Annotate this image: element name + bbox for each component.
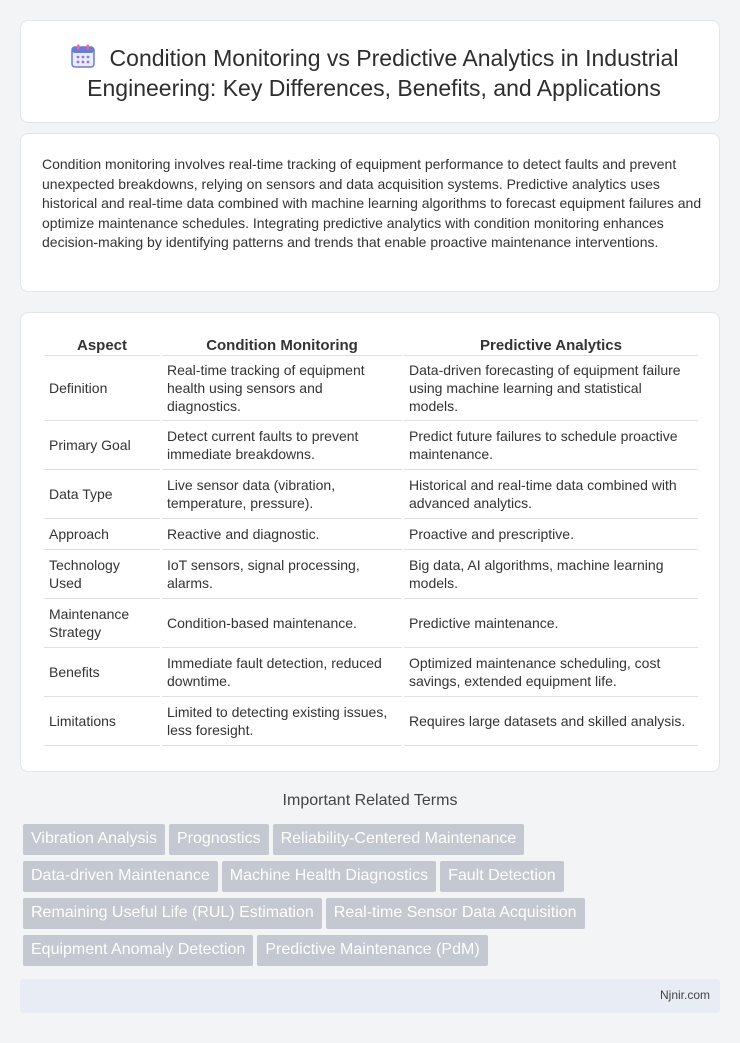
table-row — [44, 648, 698, 697]
tag-vibration-analysis[interactable]: Vibration Analysis — [23, 824, 165, 855]
tag-row — [23, 935, 723, 972]
table-cell: Primary Goal — [44, 421, 160, 470]
calendar-icon — [70, 43, 96, 69]
table-cell: Benefits — [44, 648, 160, 697]
title-wrap — [49, 43, 699, 103]
table-row — [44, 697, 698, 746]
table-row — [44, 356, 698, 421]
related-terms-heading: Important Related Terms — [282, 792, 458, 809]
header-condition-monitoring: Condition Monitoring — [162, 334, 402, 356]
tag-reliability-centered-maintenance[interactable]: Reliability-Centered Maintenance — [273, 824, 525, 855]
table-cell: Optimized maintenance scheduling, cost savings, extended equipment life. — [404, 648, 698, 697]
tag-row — [23, 824, 723, 861]
tag-remaining-useful-life[interactable]: Remaining Useful Life (RUL) Estimation — [23, 898, 322, 929]
table-row — [44, 550, 698, 599]
table-cell: Real-time tracking of equipment health using sensors and diagnostics. — [162, 356, 402, 421]
footer — [20, 979, 720, 1013]
table-row — [44, 421, 698, 470]
tag-prognostics[interactable]: Prognostics — [169, 824, 269, 855]
table-cell: Predictive maintenance. — [404, 599, 698, 648]
table-cell: Historical and real-time data combined with advanced analytics. — [404, 470, 698, 519]
tag-fault-detection[interactable]: Fault Detection — [440, 861, 564, 892]
tag-data-driven-maintenance[interactable]: Data-driven Maintenance — [23, 861, 218, 892]
table-cell: Requires large datasets and skilled analysis. — [404, 697, 698, 746]
table-cell: Immediate fault detection, reduced downtime. — [162, 648, 402, 697]
table-cell: Data Type — [44, 470, 160, 519]
summary-card — [20, 133, 720, 292]
table-cell: Data-driven forecasting of equipment failure using machine learning and statistical models. — [404, 356, 698, 421]
related-terms-tags — [23, 824, 723, 972]
comparison-card — [20, 312, 720, 772]
table-cell: Approach — [44, 519, 160, 550]
table-row — [44, 470, 698, 519]
table-cell: Big data, AI algorithms, machine learning models. — [404, 550, 698, 599]
title-card — [20, 20, 720, 123]
table-header-row — [44, 334, 698, 356]
table-cell: Proactive and prescriptive. — [404, 519, 698, 550]
table-cell: Definition — [44, 356, 160, 421]
comparison-table — [42, 334, 700, 746]
tag-row — [23, 861, 723, 898]
table-row — [44, 519, 698, 550]
table-cell: Reactive and diagnostic. — [162, 519, 402, 550]
tag-predictive-maintenance[interactable]: Predictive Maintenance (PdM) — [257, 935, 487, 966]
tag-machine-health-diagnostics[interactable]: Machine Health Diagnostics — [222, 861, 436, 892]
table-cell: Limited to detecting existing issues, less foresight. — [162, 697, 402, 746]
footer-site-link[interactable]: Njnir.com — [659, 988, 710, 1002]
header-predictive-analytics: Predictive Analytics — [404, 334, 698, 356]
table-cell: Limitations — [44, 697, 160, 746]
table-cell: Predict future failures to schedule proactive maintenance. — [404, 421, 698, 470]
summary-paragraph: Condition monitoring involves real-time tracking of equipment performance to detect faults and prevent unexpected breakdowns, relying on sensors and data acquisition systems. Predictive analytics uses historical and real-time data combined with machine learning algorithms to forecast equipment failures and optimize maintenance schedules. Integrating predictive analytics with condition monitoring enhances decision-making by identifying patterns and trends that enable proactive maintenance interventions. — [42, 156, 702, 251]
header-aspect: Aspect — [44, 334, 160, 356]
table-row — [44, 599, 698, 648]
table-cell: Condition-based maintenance. — [162, 599, 402, 648]
tag-real-time-sensor-data-acquisition[interactable]: Real-time Sensor Data Acquisition — [326, 898, 585, 929]
table-cell: Live sensor data (vibration, temperature, pressure). — [162, 470, 402, 519]
page-title: Condition Monitoring vs Predictive Analytics in Industrial Engineering: Key Differences, Benefits, and Applications — [87, 45, 679, 101]
table-cell: Detect current faults to prevent immediate breakdowns. — [162, 421, 402, 470]
table-cell: Maintenance Strategy — [44, 599, 160, 648]
table-cell: IoT sensors, signal processing, alarms. — [162, 550, 402, 599]
tag-row — [23, 898, 723, 935]
tag-equipment-anomaly-detection[interactable]: Equipment Anomaly Detection — [23, 935, 253, 966]
table-cell: Technology Used — [44, 550, 160, 599]
